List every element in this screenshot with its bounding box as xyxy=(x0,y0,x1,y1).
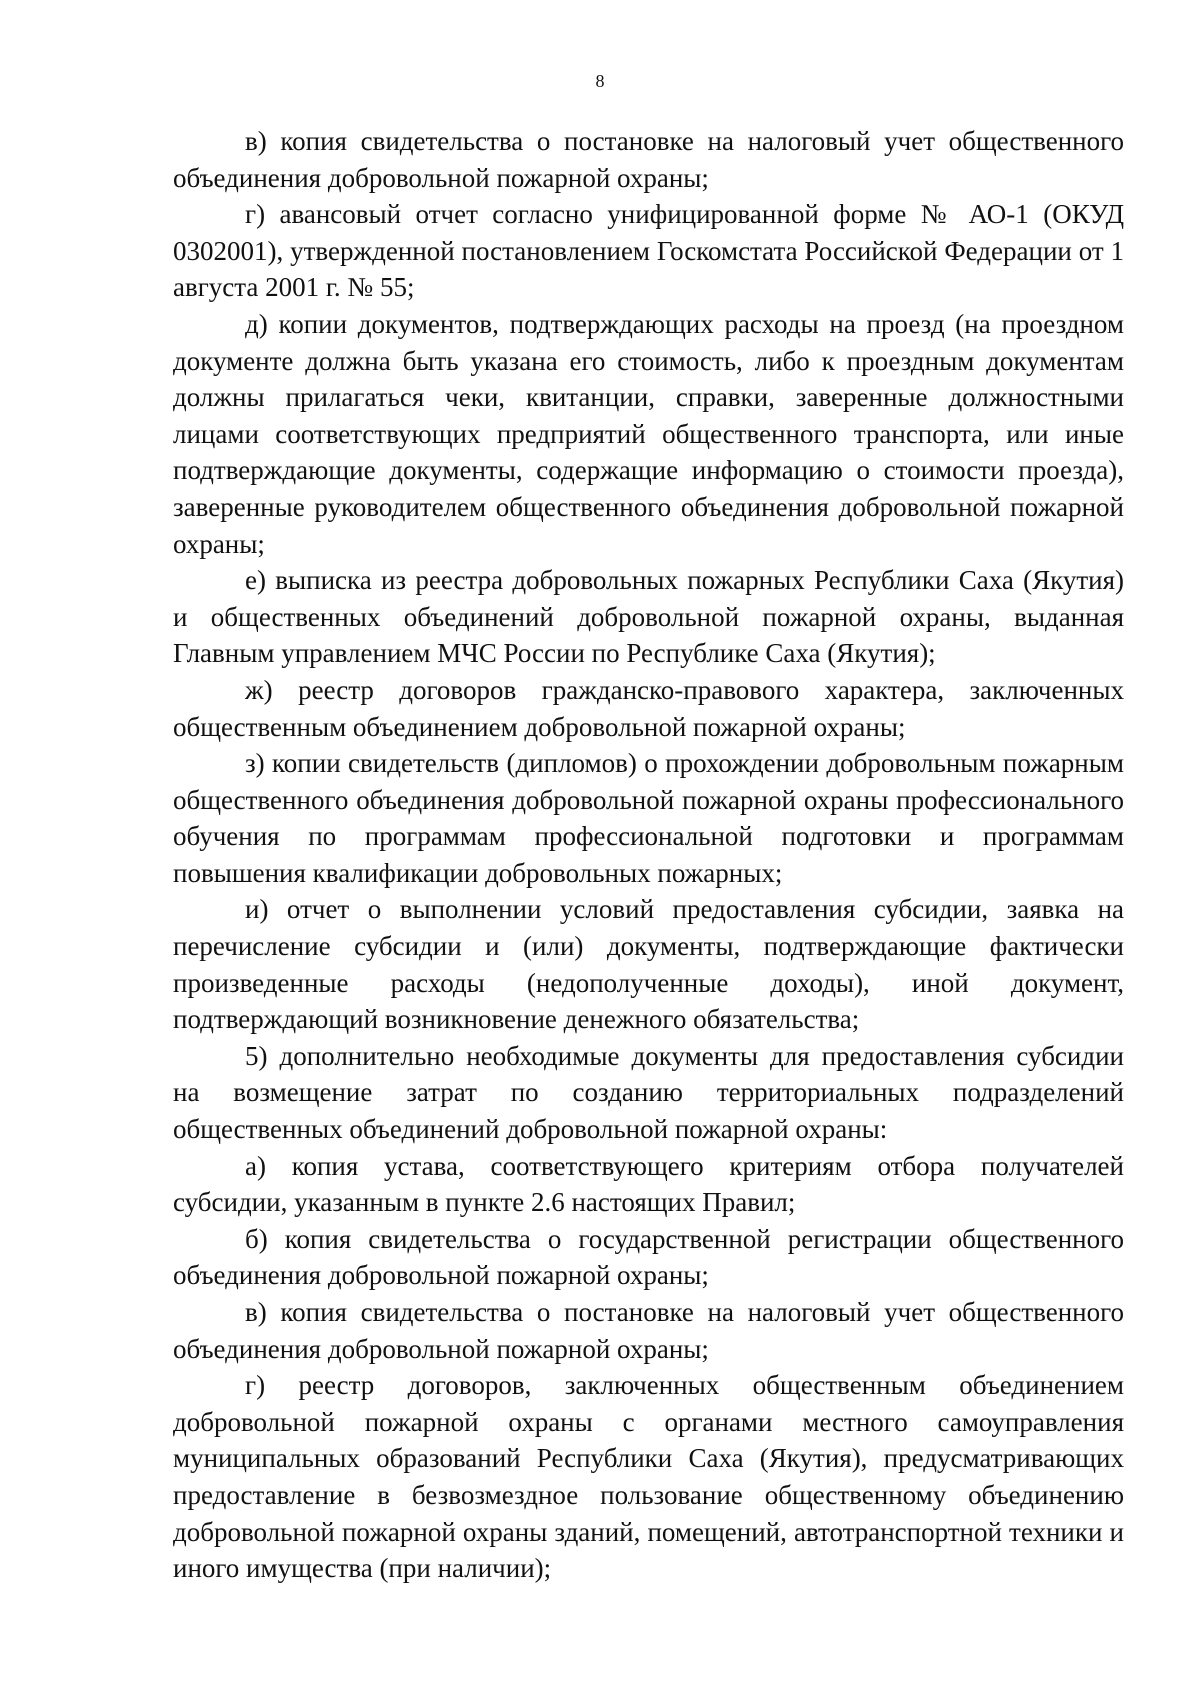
paragraph-b-state-registration-copy: б) копия свидетельства о государственной регистрации общественного объединения добровольной пожарной охраны; xyxy=(173,1223,1124,1291)
paragraph-g-advance-report: г) авансовый отчет согласно унифицированной форме № АО-1 (ОКУД 0302001), утвержденной постановлением Госкомстата Российской Федерации от 1 августа 2001 г. № 55; xyxy=(173,199,1124,303)
paragraph-e-registry-extract: е) выписка из реестра добровольных пожарных Республики Саха (Якутия) и общественных объединений добровольной пожарной охраны, выданная Главным управлением МЧС России по Республике Саха (Якутия); xyxy=(173,565,1124,669)
paragraph-v-tax-registration-copy: в) копия свидетельства о постановке на налоговый учет общественного объединения добровольной пожарной охраны; xyxy=(173,126,1124,193)
paragraph-zh-civil-contracts-registry: ж) реестр договоров гражданско-правового характера, заключенных общественным объединением добровольной пожарной охраны; xyxy=(173,674,1124,742)
page-number: 8 xyxy=(595,71,605,91)
paragraph-g-municipal-contracts-registry: г) реестр договоров, заключенных общественным объединением добровольной пожарной охраны с органами местного самоуправления муниципальных образований Республики Саха (Якутия), предусматривающих предоставление в безвозмездное пользование общественному объединению добровольной пожарной охраны зданий, помещений, автотранспортной техники и иного имущества (при наличии); xyxy=(173,1370,1124,1584)
paragraph-z-training-certificates: з) копии свидетельств (дипломов) о прохождении добровольным пожарным общественного объединения добровольной пожарной охраны профессионального обучения по программам профессиональной подготовки и программам повышения квалификации добровольных пожарных; xyxy=(173,748,1124,888)
paragraph-a-charter-copy: а) копия устава, соответствующего критериям отбора получателей субсидии, указанным в пункте 2.6 настоящих Правил; xyxy=(173,1150,1124,1218)
document-body xyxy=(173,123,1124,1587)
paragraph-v-tax-registration-copy-2: в) копия свидетельства о постановке на налоговый учет общественного объединения добровольной пожарной охраны; xyxy=(173,1297,1124,1364)
paragraph-i-subsidy-report: и) отчет о выполнении условий предоставления субсидии, заявка на перечисление субсидии и (или) документы, подтверждающие фактически произведенные расходы (недополученные доходы), иной документ, подтверждающий возникновение денежного обязательства; xyxy=(173,894,1124,1035)
paragraph-5-additional-documents: 5) дополнительно необходимые документы для предоставления субсидии на возмещение затрат по созданию территориальных подразделений общественных объединений добровольной пожарной охраны: xyxy=(173,1040,1124,1145)
paragraph-d-travel-expense-documents: д) копии документов, подтверждающих расходы на проезд (на проездном документе должна быть указана его стоимость, либо к проездным документам должны прилагаться чеки, квитанции, справки, заверенные должностными лицами соответствующих предприятий общественного транспорта, или иные подтверждающие документы, содержащие информацию о стоимости проезда), заверенные руководителем общественного объединения добровольной пожарной охраны; xyxy=(173,308,1124,559)
